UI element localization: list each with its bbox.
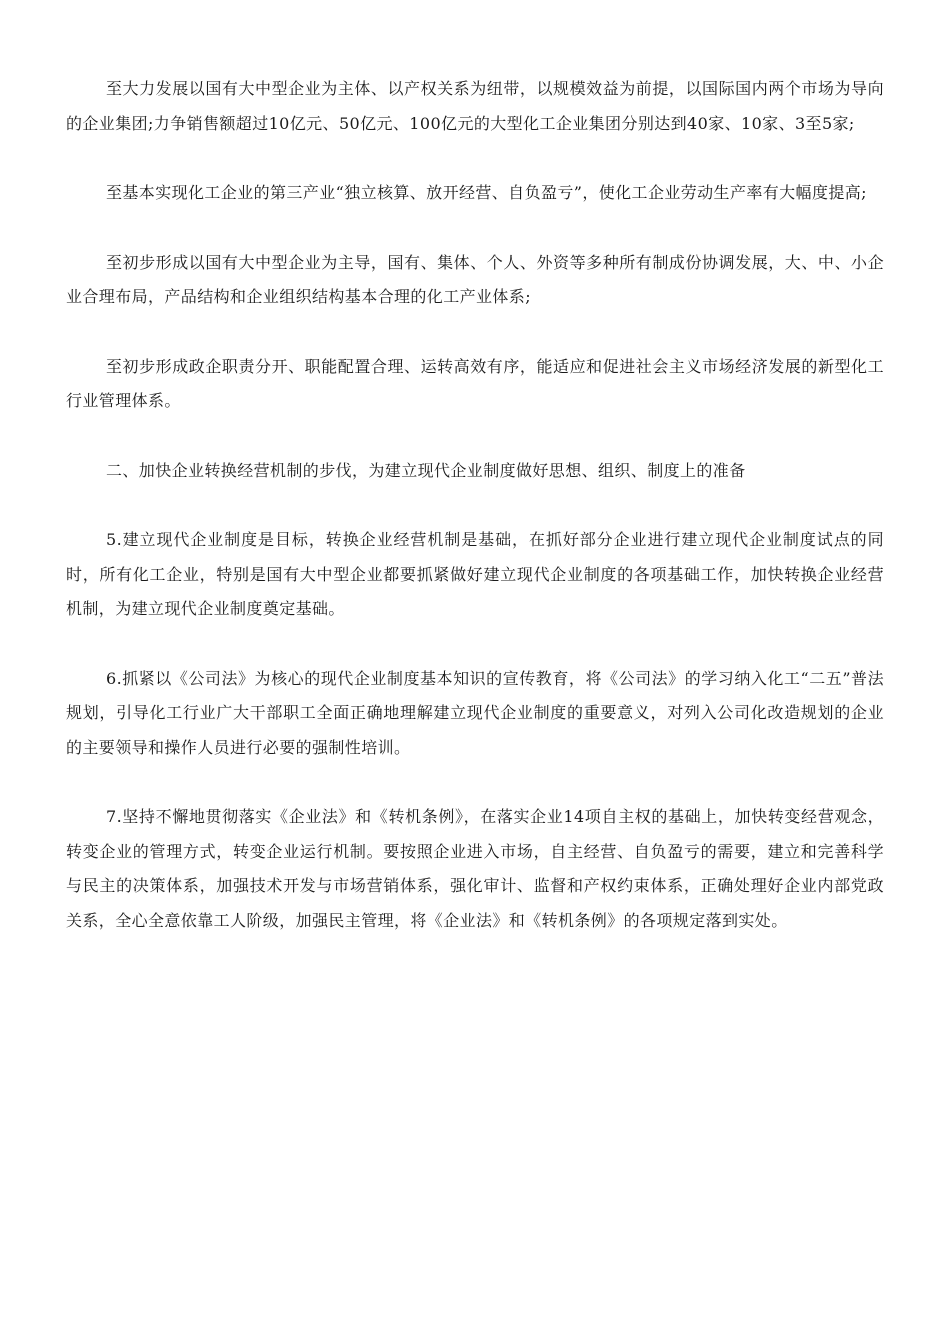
paragraph-industry-system: 至初步形成以国有大中型企业为主导，国有、集体、个人、外资等多种所有制成份协调发展，大、中、小企业合理布局，产品结构和企业组织结构基本合理的化工产业体系; — [66, 252, 884, 306]
paragraph-item-5: 5.建立现代企业制度是目标，转换企业经营机制是基础，在抓好部分企业进行建立现代企业制度试点的同时，所有化工企业，特别是国有大中型企业都要抓紧做好建立现代企业制度的各项基础工作，加快转换企业经营机制，为建立现代企业制度奠定基础。 — [66, 530, 884, 618]
paragraph-enterprise-groups: 至大力发展以国有大中型企业为主体、以产权关系为纽带，以规模效益为前提，以国际国内两个市场为导向的企业集团;力争销售额超过10亿元、50亿元、100亿元的大型化工企业集团分别达到40家、10家、3至5家; — [66, 79, 884, 133]
section-heading-two: 二、加快企业转换经营机制的步伐，为建立现代企业制度做好思想、组织、制度上的准备 — [106, 460, 746, 480]
document-body — [66, 72, 884, 973]
paragraph-item-7: 7.坚持不懈地贯彻落实《企业法》和《转机条例》，在落实企业14项自主权的基础上，加快转变经营观念，转变企业的管理方式，转变企业运行机制。要按照企业进入市场，自主经营、自负盈亏的需要，建立和完善科学与民主的决策体系，加强技术开发与市场营销体系，强化审计、监督和产权约束体系，正确处理好企业内部党政关系，全心全意依靠工人阶级，加强民主管理，将《企业法》和《转机条例》的各项规定落到实处。 — [66, 807, 884, 930]
paragraph-management-system: 至初步形成政企职责分开、职能配置合理、运转高效有序，能适应和促进社会主义市场经济发展的新型化工行业管理体系。 — [66, 356, 884, 410]
paragraph-item-6: 6.抓紧以《公司法》为核心的现代企业制度基本知识的宣传教育，将《公司法》的学习纳入化工“二五”普法规划，引导化工行业广大干部职工全面正确地理解建立现代企业制度的重要意义，对列入公司化改造规划的企业的主要领导和操作人员进行必要的强制性培训。 — [66, 668, 884, 757]
paragraph-tertiary-industry: 至基本实现化工企业的第三产业“独立核算、放开经营、自负盈亏”，使化工企业劳动生产率有大幅度提高; — [106, 183, 867, 202]
